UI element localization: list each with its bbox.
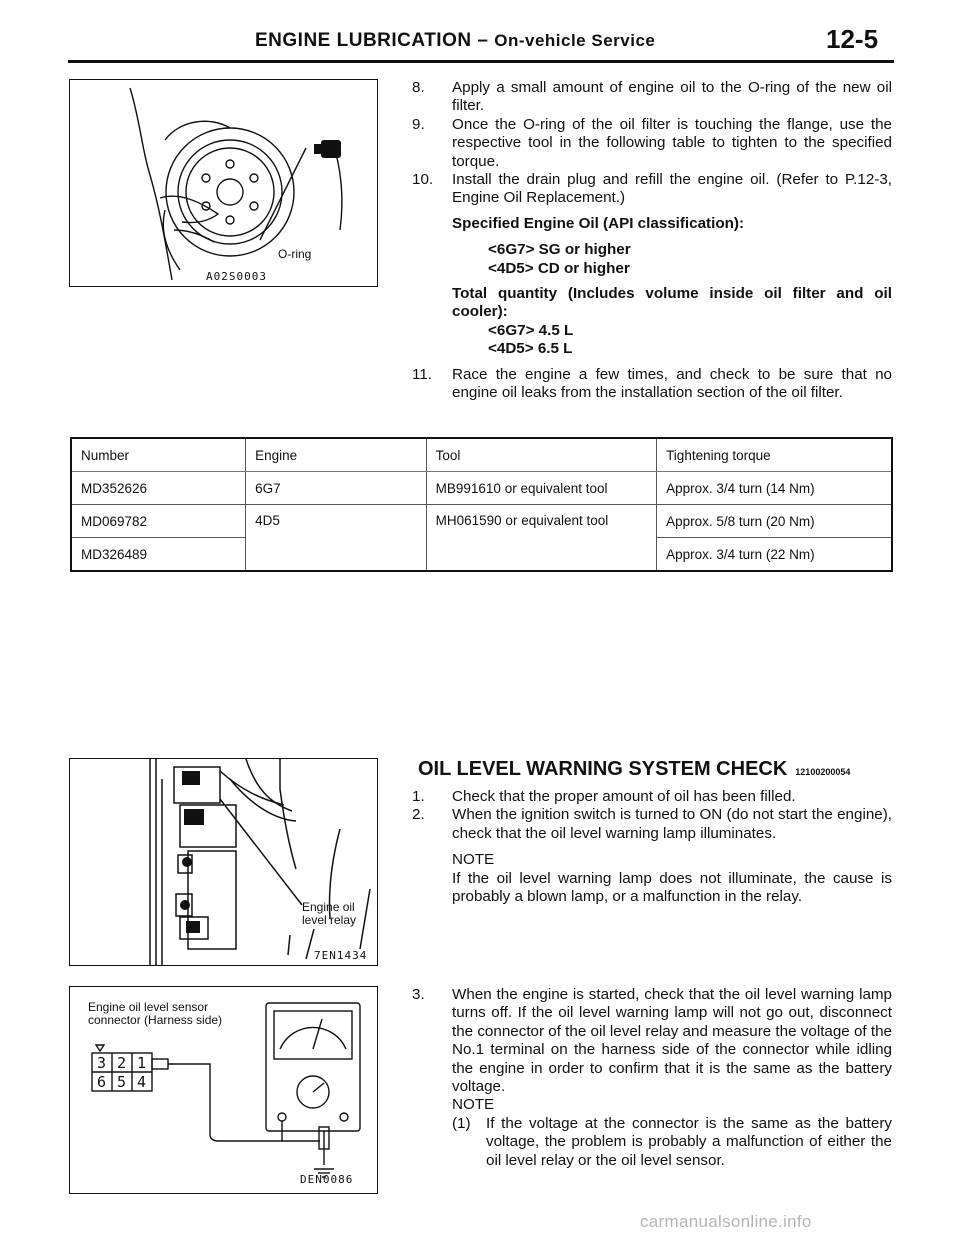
connector-pin: 6	[97, 1073, 107, 1091]
step-9	[412, 116, 892, 171]
table-cell-engine: 4D5	[246, 505, 427, 572]
table-header-engine: Engine	[246, 438, 427, 472]
watermark: carmanualsonline.info	[640, 1212, 812, 1231]
table-cell-torque: Approx. 5/8 turn (20 Nm)	[657, 505, 892, 538]
page-number: 12-5	[826, 24, 879, 54]
header-separator: –	[471, 30, 495, 51]
section-steps-1-2	[412, 788, 892, 906]
section-step-2	[412, 806, 892, 843]
section-code: 12100200054	[795, 767, 851, 777]
header-subtitle: On-vehicle Service	[494, 31, 656, 50]
quantity-4d5: <4D5> 6.5 L	[488, 340, 573, 358]
step-8-text: Apply a small amount of engine oil to the O-ring of the new oil filter.	[452, 79, 892, 115]
spec-oil-title: Specified Engine Oil (API classification):	[452, 214, 744, 232]
step-10-text: Install the drain plug and refill the engine oil. (Refer to P.12-3, Engine Oil Replacement.)	[452, 171, 892, 207]
section-step-3-block	[412, 986, 892, 1170]
connector-pin: 1	[137, 1054, 147, 1072]
table-header-torque: Tightening torque	[657, 438, 892, 472]
section-title	[418, 758, 850, 781]
note-1-label: NOTE	[452, 851, 495, 869]
table-cell-tool: MH061590 or equivalent tool	[426, 505, 656, 572]
relay-drawing	[70, 759, 377, 965]
page-header-title	[255, 30, 815, 52]
step-11-text: Race the engine a few times, and check to be sure that no engine oil leaks from the installation section of the oil filter.	[452, 365, 892, 402]
note-2-item	[412, 1115, 892, 1170]
section-step-1-number: 1.	[412, 788, 425, 805]
relay-figure	[69, 758, 378, 966]
step-10	[412, 171, 892, 208]
oil-filter-drawing	[70, 80, 377, 286]
section-step-2-text: When the ignition switch is turned to ON (do not start the engine), check that the oil level warning lamp illuminates.	[452, 806, 892, 842]
step-8-number: 8.	[412, 79, 425, 96]
step-11-number: 11.	[412, 365, 432, 383]
section-step-2-number: 2.	[412, 806, 425, 824]
connector-pin: 4	[137, 1073, 147, 1091]
total-quantity-title: Total quantity (Includes volume inside oil filter and oil cooler):	[452, 285, 892, 321]
connector-figure	[69, 986, 378, 1194]
table-row	[71, 472, 892, 505]
step-11	[412, 366, 892, 403]
section-step-1	[412, 788, 892, 806]
step-10-number: 10.	[412, 171, 434, 189]
note-2-item-number: (1)	[452, 1114, 471, 1132]
connector-pin: 2	[117, 1054, 127, 1072]
step-8	[412, 79, 892, 116]
section-step-3-text: When the engine is started, check that the oil level warning lamp turns off. If the oil level warning lamp will not go out, disconnect the connector of the oil level relay and measure the voltage of the No.1 terminal on the harness side of the connector while idling the engine in order to confirm that it is the same as the battery voltage.	[452, 986, 892, 1096]
connector-pin: 5	[117, 1073, 127, 1091]
spec-oil-6g7: <6G7> SG or higher	[488, 241, 631, 259]
torque-table	[70, 437, 893, 572]
spec-oil-4d5: <4D5> CD or higher	[488, 259, 630, 277]
connector-pinout	[92, 1054, 152, 1092]
top-steps	[412, 79, 892, 403]
relay-figure-code: 7EN1434	[314, 949, 368, 962]
table-cell-number: MD069782	[71, 505, 246, 538]
table-cell-torque: Approx. 3/4 turn (22 Nm)	[657, 538, 892, 572]
table-cell-tool: MB991610 or equivalent tool	[426, 472, 656, 505]
o-ring-label: O-ring	[278, 247, 312, 261]
connector-figure-code: DEN0086	[300, 1173, 354, 1186]
step-9-text: Once the O-ring of the oil filter is touching the flange, use the respective tool in the following table to tighten to the specified torque.	[452, 115, 892, 170]
connector-label-line2: connector (Harness side)	[88, 1013, 223, 1027]
note-2-item-text: If the voltage at the connector is the same as the battery voltage, the problem is probably a malfunction of either the oil level relay or the oil level sensor.	[486, 1114, 892, 1169]
section-step-3-number: 3.	[412, 986, 425, 1003]
relay-label-line2: level relay	[302, 913, 357, 927]
relay-label-line1: Engine oil	[302, 900, 355, 914]
connector-pin: 3	[97, 1054, 107, 1072]
oil-filter-figure-code: A02S0003	[206, 270, 267, 283]
table-cell-number: MD352626	[71, 472, 246, 505]
table-row	[71, 505, 892, 538]
header-title: ENGINE LUBRICATION	[255, 30, 472, 51]
table-header-number: Number	[71, 438, 246, 472]
table-header-row	[71, 438, 892, 472]
table-cell-number: MD326489	[71, 538, 246, 572]
connector-label-line1: Engine oil level sensor	[88, 1000, 209, 1014]
oil-filter-figure	[69, 79, 378, 287]
section-step-1-text: Check that the proper amount of oil has been filled.	[452, 788, 796, 805]
table-cell-torque: Approx. 3/4 turn (14 Nm)	[657, 472, 892, 505]
header-rule	[68, 60, 894, 63]
table-header-tool: Tool	[426, 438, 656, 472]
note-2-label: NOTE	[452, 1096, 495, 1114]
section-step-3	[412, 986, 892, 1096]
step-9-number: 9.	[412, 115, 425, 133]
note-1-text: If the oil level warning lamp does not illuminate, the cause is probably a blown lamp, or a malfunction in the relay.	[452, 869, 892, 906]
table-cell-engine: 6G7	[246, 472, 427, 505]
section-title-text: OIL LEVEL WARNING SYSTEM CHECK	[418, 758, 788, 780]
quantity-6g7: <6G7> 4.5 L	[488, 321, 574, 339]
